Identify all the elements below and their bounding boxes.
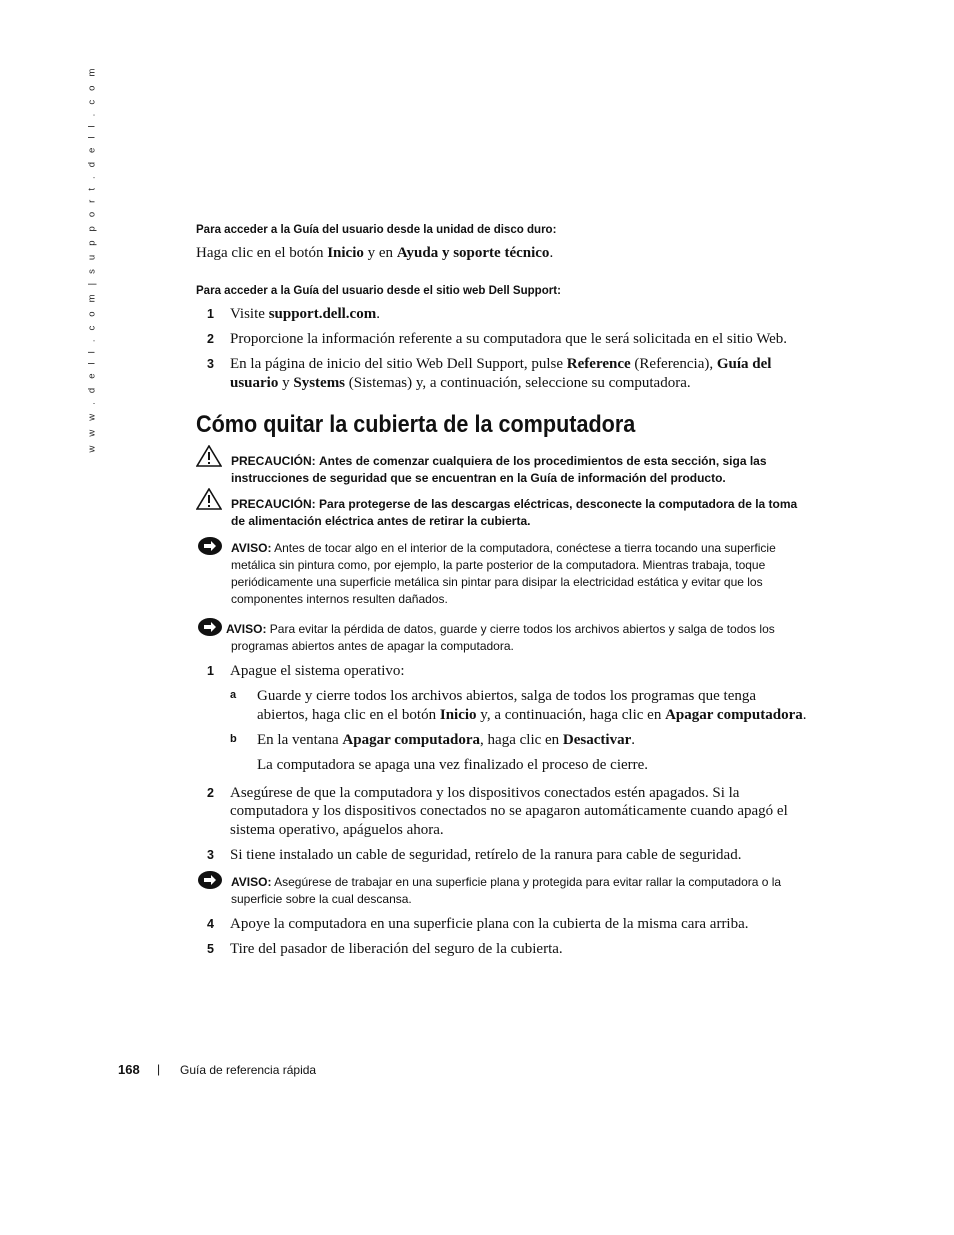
step-1-text: Apague el sistema operativo: xyxy=(230,663,405,679)
substep-b-text: En la ventana Apagar computadora, haga clic en Desactivar. xyxy=(257,732,635,748)
footer-separator: | xyxy=(157,1062,161,1076)
page-number: 168 xyxy=(118,1062,140,1077)
step-3-text: Si tiene instalado un cable de seguridad, retírelo de la ranura para cable de seguridad. xyxy=(230,847,742,863)
substep-letter: a xyxy=(230,689,237,701)
step-number: 1 xyxy=(207,307,214,321)
caution-icon xyxy=(196,488,222,510)
section-title: Cómo quitar la cubierta de la computadora xyxy=(196,411,636,438)
step-number: 5 xyxy=(207,942,214,956)
access-hd-instruction: Haga clic en el botón Inicio y en Ayuda y soporte técnico. xyxy=(196,245,554,261)
notice-1-line3: periódicamente una superficie metálica sin pintar para disipar la electricidad estática y evitar que los xyxy=(231,575,763,589)
notice-3-line2: superficie sobre la cual descansa. xyxy=(231,892,412,906)
footer-title: Guía de referencia rápida xyxy=(180,1063,317,1077)
notice-icon xyxy=(197,617,223,637)
substep-letter: b xyxy=(230,733,237,745)
step-5-text: Tire del pasador de liberación del seguro de la cubierta. xyxy=(230,941,563,957)
notice-3-line1: AVISO: Asegúrese de trabajar en una superficie plana y protegida para evitar rallar la computadora o la xyxy=(231,875,782,889)
sidebar-url xyxy=(79,65,105,462)
step-2-line2: computadora y los dispositivos conectados no se apagaron automáticamente cuando apagó el xyxy=(230,803,788,819)
web-step-1: Visite support.dell.com. xyxy=(230,306,380,322)
web-step-2: Proporcione la información referente a su computadora que le será solicitada en el sitio Web. xyxy=(230,331,788,347)
caution-icon xyxy=(196,445,222,467)
notice-icon xyxy=(197,536,223,556)
substep-b-result: La computadora se apaga una vez finalizado el proceso de cierre. xyxy=(257,757,649,773)
notice-1-line4: componentes internos resulten dañados. xyxy=(231,592,448,606)
substep-a-line1: Guarde y cierre todos los archivos abiertos, salga de todos los programas que tenga xyxy=(257,688,757,704)
web-step-3-line2: usuario y Systems (Sistemas) y, a continuación, seleccione su computadora. xyxy=(230,375,691,391)
step-number: 3 xyxy=(207,848,214,862)
caution-2-line1: PRECAUCIÓN: Para protegerse de las descargas eléctricas, desconecte la computadora de la toma xyxy=(231,497,798,511)
step-2-line1: Asegúrese de que la computadora y los dispositivos conectados estén apagados. Si la xyxy=(230,785,740,801)
notice-1-line2: metálica sin pintura como, por ejemplo, la parte posterior de la computadora. Mientras trabaja, toque xyxy=(231,558,766,572)
web-step-3-line1: En la página de inicio del sitio Web Dell Support, pulse Reference (Referencia), Guía del xyxy=(230,356,772,372)
caution-1-line1: PRECAUCIÓN: Antes de comenzar cualquiera de los procedimientos de esta sección, siga las xyxy=(231,454,767,468)
sidebar-url-text: w w w . d e l l . c o m | s u p p o r t . d e l l . c o m xyxy=(86,65,98,453)
heading-access-hard-drive: Para acceder a la Guía del usuario desde la unidad de disco duro: xyxy=(196,222,557,236)
step-2-line3: sistema operativo, apáguelos ahora. xyxy=(230,822,444,838)
notice-2-line1: AVISO: Para evitar la pérdida de datos, guarde y cierre todos los archivos abiertos y salga de todos los xyxy=(226,622,775,636)
caution-1-line2: instrucciones de seguridad que se encuentran en la Guía de información del producto. xyxy=(231,471,726,485)
caution-2-line2: de alimentación eléctrica antes de retirar la cubierta. xyxy=(231,514,531,528)
step-number: 2 xyxy=(207,786,214,800)
step-number: 4 xyxy=(207,917,214,931)
heading-access-web: Para acceder a la Guía del usuario desde el sitio web Dell Support: xyxy=(196,283,561,297)
notice-icon xyxy=(197,870,223,890)
step-number: 3 xyxy=(207,357,214,371)
step-number: 2 xyxy=(207,332,214,346)
step-4-text: Apoye la computadora en una superficie plana con la cubierta de la misma cara arriba. xyxy=(230,916,749,932)
notice-2-line2: programas abiertos antes de apagar la computadora. xyxy=(231,639,514,653)
substep-a-line2: abiertos, haga clic en el botón Inicio y, a continuación, haga clic en Apagar computadora. xyxy=(257,707,807,723)
step-number: 1 xyxy=(207,664,214,678)
notice-1-line1: AVISO: Antes de tocar algo en el interior de la computadora, conéctese a tierra tocando una superficie xyxy=(231,541,776,555)
